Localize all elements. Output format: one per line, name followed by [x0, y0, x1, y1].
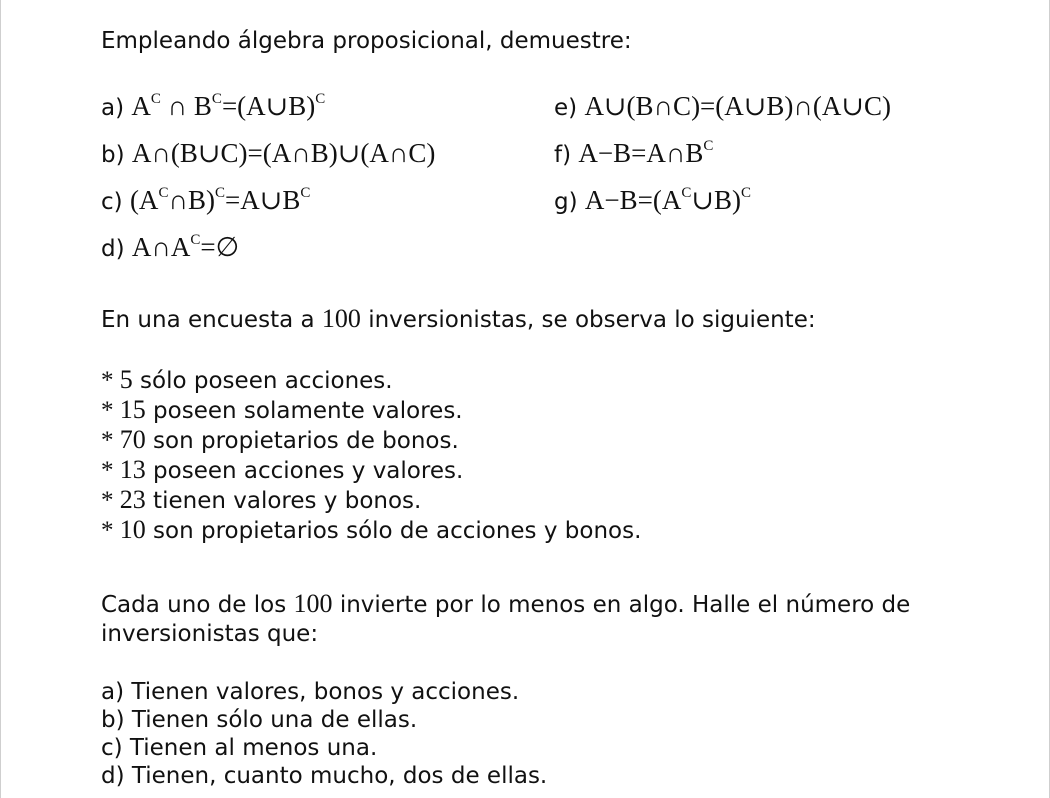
heading: Empleando álgebra proposicional, demuestre:: [101, 28, 632, 54]
question-item: c) Tienen al menos una.: [101, 735, 378, 761]
question-item: d) Tienen, cuanto mucho, dos de ellas.: [101, 763, 548, 789]
exercise-c: [101, 186, 310, 216]
exercise-a-formula: $A^C$ ∩ $B^C=(A\cup B)^C$: [131, 91, 326, 121]
exercise-d-formula: $A\cap A^C=\emptyset$: [131, 232, 240, 262]
survey-fact: * 10 son propietarios sólo de acciones y bonos.: [101, 515, 642, 544]
exercise-c-formula: $(A^C\cap B)^C=A\cup B^C$: [129, 185, 311, 215]
question-item: a) Tienen valores, bonos y acciones.: [101, 679, 520, 705]
survey-fact: * 5 sólo poseen acciones.: [101, 365, 393, 394]
exercise-e-formula: A∪(B∩C)=(A∪B)∩(A∪C): [584, 91, 892, 121]
survey-intro: En una encuesta a 100 inversionistas, se observa lo siguiente:: [101, 304, 816, 333]
exercise-d-label: d): [101, 236, 132, 262]
exercise-g-formula: $A-B=(A^C\cup B)^C$: [584, 185, 751, 215]
task-line-1: Cada uno de los 100 invierte por lo menos en algo. Halle el número de: [101, 589, 911, 618]
exercise-g: [554, 186, 751, 216]
exercise-f: [554, 139, 713, 169]
exercise-f-formula: $A-B=A\cap B^C$: [578, 138, 714, 168]
exercise-b-label: b): [101, 142, 132, 168]
exercise-d: [101, 233, 239, 263]
exercise-b: [101, 139, 435, 169]
survey-fact: * 23 tienen valores y bonos.: [101, 485, 422, 514]
task-line-2: inversionistas que:: [101, 621, 319, 647]
exercise-a-label: a): [101, 95, 132, 121]
exercise-c-label: c): [101, 189, 130, 215]
question-item: b) Tienen sólo una de ellas.: [101, 707, 418, 733]
survey-fact: * 13 poseen acciones y valores.: [101, 455, 464, 484]
survey-fact: * 70 son propietarios de bonos.: [101, 425, 459, 454]
exercise-f-label: f): [554, 142, 579, 168]
exercise-g-label: g): [554, 189, 585, 215]
exercise-a: [101, 92, 325, 122]
exercise-e: [554, 92, 891, 122]
survey-fact: * 15 poseen solamente valores.: [101, 395, 463, 424]
exercise-e-label: e): [554, 95, 585, 121]
exercise-b-formula: A∩(B∪C)=(A∩B)∪(A∩C): [131, 138, 436, 168]
